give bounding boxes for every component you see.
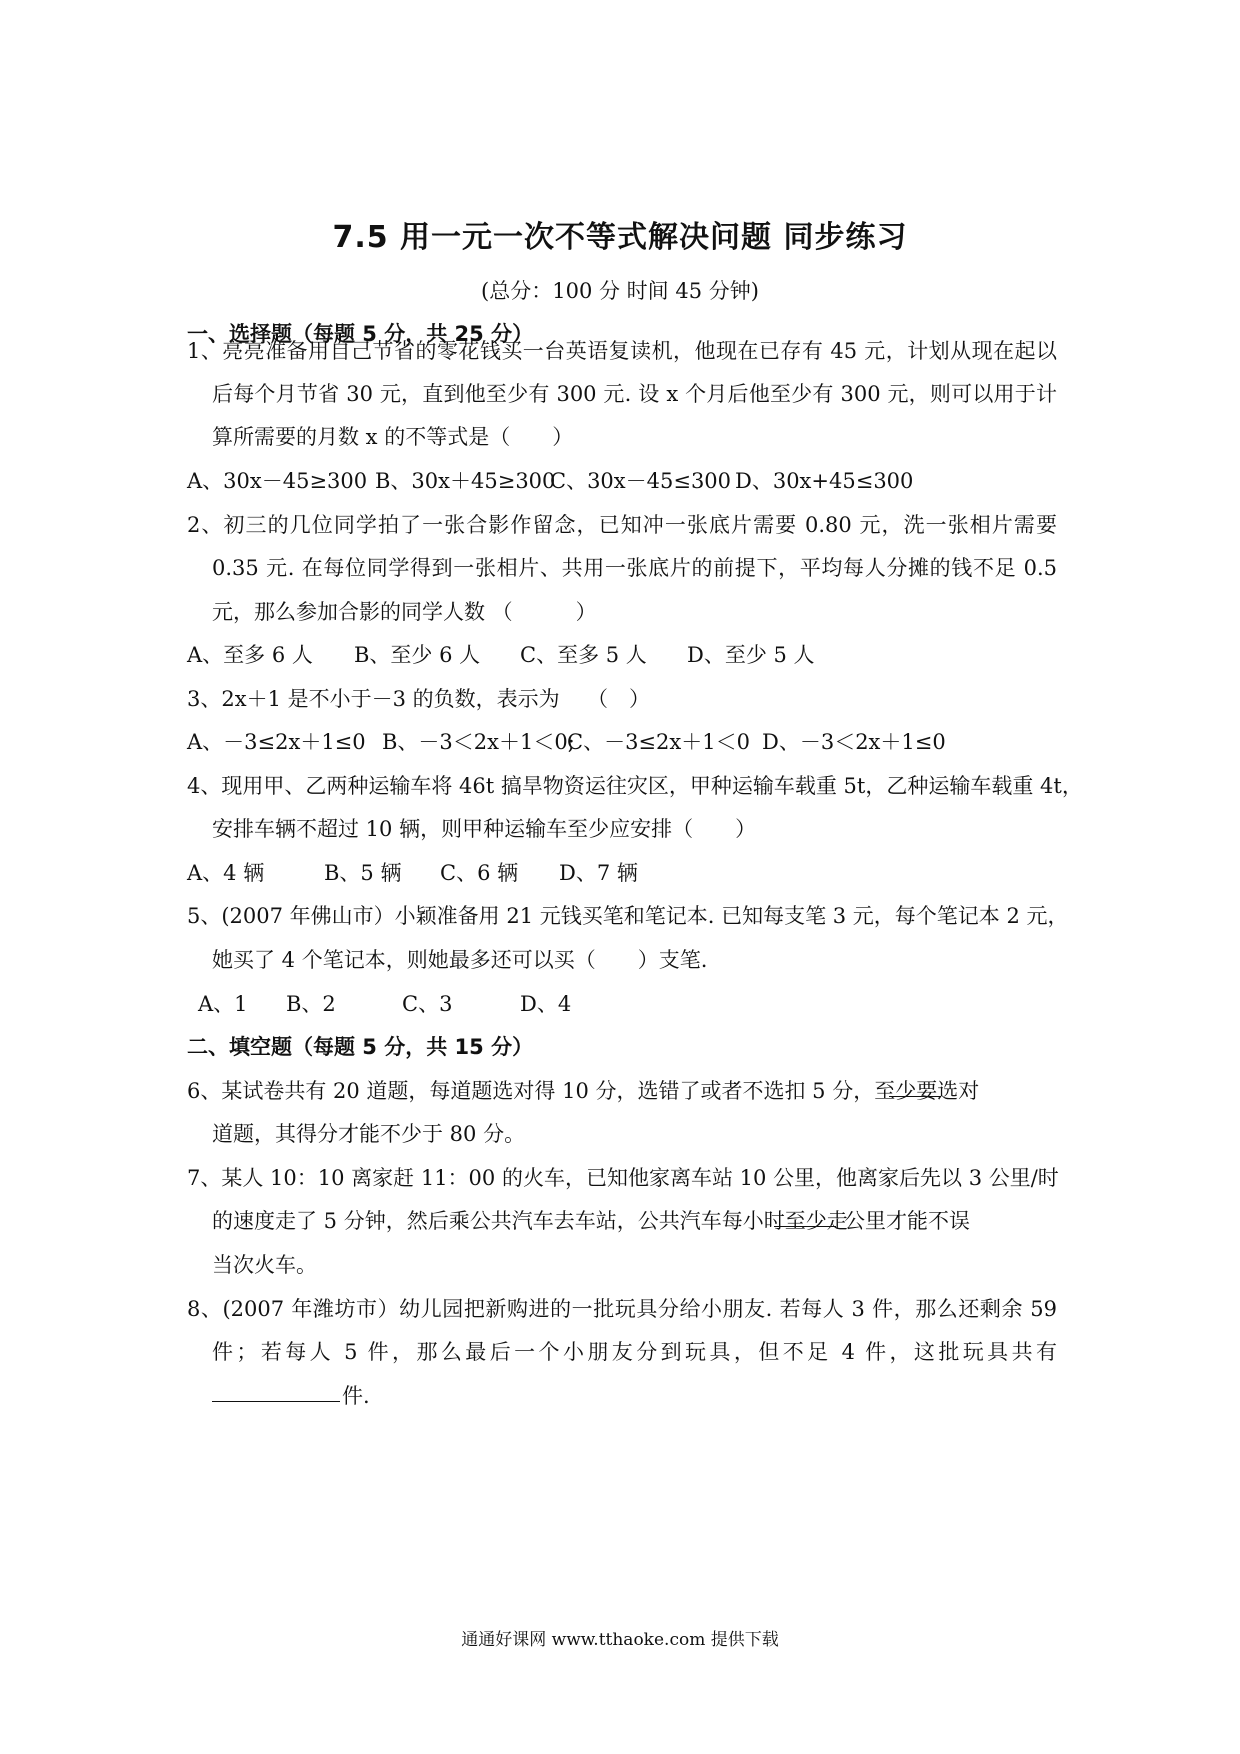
question-2-line-3: 元，那么参加合影的同学人数 （ ） (212, 600, 597, 624)
option-d: D、7 辆 (559, 861, 638, 885)
question-5-line-2: 她买了 4 个笔记本，则她最多还可以买（ ）支笔. (212, 948, 708, 972)
score-time-info: (总分：100 分 时间 45 分钟) (481, 279, 759, 303)
question-8-text-after-blank: 件. (342, 1384, 370, 1408)
option-d: D、－3＜2x＋1≤0 (762, 730, 946, 754)
question-6-text: 6、某试卷共有 20 道题，每道题选对得 10 分，选错了或者不选扣 5 分，至少要选对 (187, 1079, 980, 1103)
question-8-line-2: 件；若每人 5 件，那么最后一个小朋友分到玩具，但不足 4 件，这批玩具共有 (212, 1340, 1057, 1364)
question-6-line-2: 道题，其得分才能不少于 80 分。 (212, 1122, 526, 1146)
question-1-line-1: 1、亮亮准备用自己节省的零花钱买一台英语复读机，他现在已存有 45 元，计划从现在起以 (187, 339, 1057, 363)
option-a: A、至多 6 人 (187, 643, 313, 667)
question-6-line-1 (187, 1075, 1057, 1105)
option-b: B、至少 6 人 (354, 643, 481, 667)
question-7-line-2 (212, 1205, 1057, 1235)
section-heading-choice: 一、选择题（每题 5 分，共 25 分） (187, 322, 534, 346)
answer-blank (774, 1225, 836, 1227)
option-a: A、－3≤2x＋1≤0 (187, 730, 366, 754)
question-7-line-3: 当次火车。 (212, 1253, 317, 1277)
question-4-line-1: 4、现用甲、乙两种运输车将 46t 搞旱物资运往灾区，甲种运输车载重 5t，乙种运输车载重 4t， (187, 774, 1083, 798)
question-1-line-2: 后每个月节省 30 元，直到他至少有 300 元. 设 x 个月后他至少有 300 元，则可以用于计 (212, 382, 1057, 406)
question-7-line-1: 7、某人 10：10 离家赶 11：00 的火车，已知他家离车站 10 公里，他离家后先以 3 公里/时 (187, 1166, 1059, 1190)
option-b: B、30x＋45≥300 (375, 469, 556, 493)
question-1-line-3: 算所需要的月数 x 的不等式是（ ） (212, 425, 574, 449)
option-d: D、至少 5 人 (687, 643, 815, 667)
option-c: C、6 辆 (440, 861, 519, 885)
option-d: D、30x+45≤300 (735, 469, 914, 493)
question-8-line-1: 8、(2007 年潍坊市）幼儿园把新购进的一批玩具分给小朋友. 若每人 3 件，那么还剩余 59 (187, 1297, 1057, 1321)
question-7-text-before-blank: 的速度走了 5 分钟，然后乘公共汽车去车站，公共汽车每小时至少走 (212, 1209, 848, 1233)
option-a: A、1 (198, 992, 248, 1016)
option-c: C、至多 5 人 (520, 643, 647, 667)
option-d: D、4 (520, 992, 572, 1016)
option-a: A、30x－45≥300 (187, 469, 368, 493)
option-c: C、3 (402, 992, 453, 1016)
question-4-line-2: 安排车辆不超过 10 辆，则甲种运输车至少应安排（ ） (212, 817, 757, 841)
option-b: B、－3＜2x＋1＜0; (382, 730, 575, 754)
question-3-text: 3、2x＋1 是不小于－3 的负数，表示为 (187, 687, 560, 711)
question-2-line-1: 2、初三的几位同学拍了一张合影作留念，已知冲一张底片需要 0.80 元，洗一张相片需要 (187, 513, 1057, 537)
question-5-line-1: 5、(2007 年佛山市）小颖准备用 21 元钱买笔和笔记本. 已知每支笔 3 元，每个笔记本 2 元， (187, 904, 1069, 928)
answer-parentheses: （ ） (587, 687, 650, 711)
question-2-line-2: 0.35 元. 在每位同学得到一张相片、共用一张底片的前提下，平均每人分摊的钱不足 0.5 (212, 556, 1057, 580)
option-c: C、－3≤2x＋1＜0 (567, 730, 750, 754)
question-7-text-after-blank: 公里才能不误 (844, 1209, 970, 1233)
option-b: B、2 (286, 992, 336, 1016)
option-b: B、5 辆 (324, 861, 402, 885)
page-title: 7.5 用一元一次不等式解决问题 同步练习 (332, 220, 908, 255)
option-a: A、4 辆 (187, 861, 265, 885)
answer-blank (212, 1400, 340, 1402)
option-c: C、30x－45≤300 (550, 469, 732, 493)
section-heading-fill-blank: 二、填空题（每题 5 分，共 15 分） (187, 1035, 534, 1059)
answer-blank (889, 1095, 941, 1097)
question-3-line-1 (187, 683, 1057, 713)
footer-credit: 通通好课网 www.tthaoke.com 提供下载 (461, 1630, 779, 1650)
